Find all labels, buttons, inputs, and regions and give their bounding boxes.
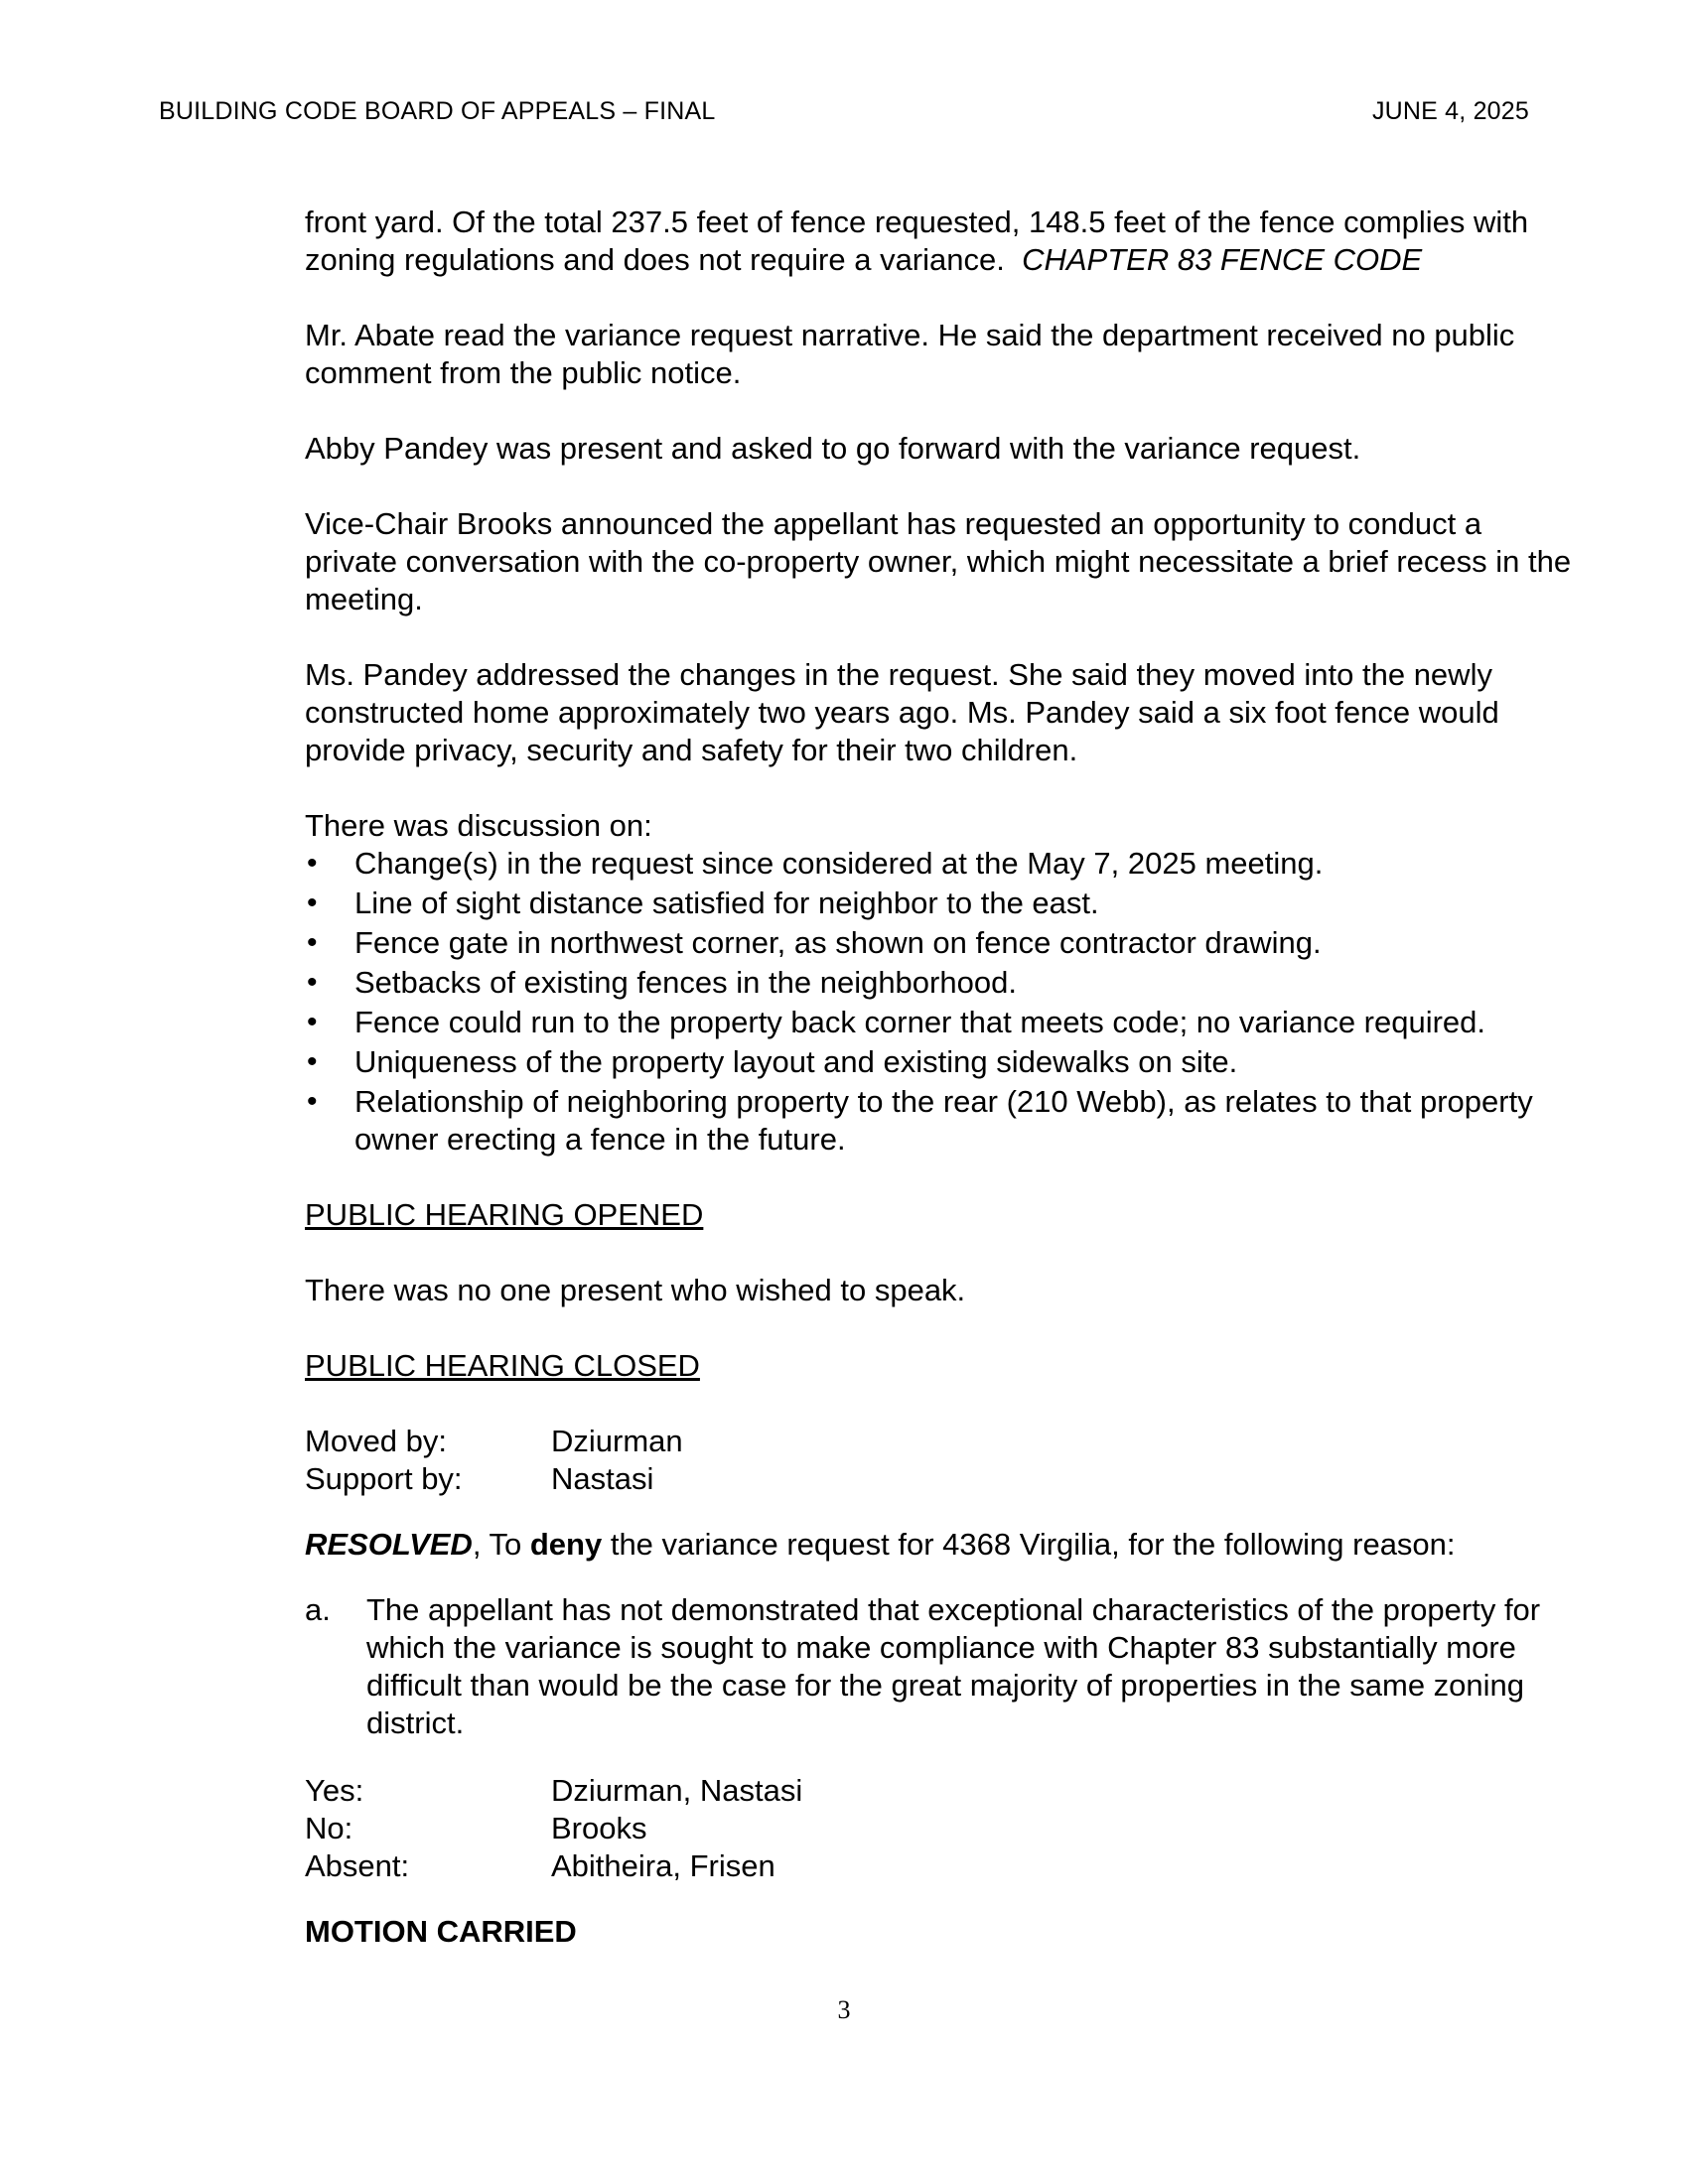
- page-number: 3: [837, 1995, 851, 2024]
- vote-no-label: No:: [305, 1811, 353, 1845]
- discussion-list: [305, 845, 1576, 1159]
- no-speakers-note: There was no one present who wished to speak.: [305, 1273, 966, 1307]
- fence-summary-text: front yard. Of the total 237.5 feet of fence requested, 148.5 feet of the fence complies with zoning regulations and does not require a variance.: [305, 205, 1529, 277]
- resolved-pre: , To: [472, 1527, 530, 1562]
- vote-absent-row: [305, 1847, 1576, 1885]
- document-body: [305, 204, 1576, 1988]
- support-by-row: [305, 1460, 1576, 1498]
- paragraph-appellant-present: Abby Pandey was present and asked to go forward with the variance request.: [305, 431, 1361, 466]
- resolution: [305, 1526, 1576, 1564]
- public-hearing-closed: PUBLIC HEARING CLOSED: [305, 1348, 700, 1383]
- vote-yes-row: [305, 1772, 1576, 1810]
- vote-yes-label: Yes:: [305, 1773, 364, 1808]
- resolved-action: deny: [529, 1527, 603, 1562]
- header-title: BUILDING CODE BOARD OF APPEALS – FINAL: [159, 97, 716, 125]
- reason-marker: a.: [305, 1592, 331, 1627]
- discussion-item: • Setbacks of existing fences in the neighborhood.: [305, 964, 1576, 1002]
- vote-no-value: Brooks: [551, 1811, 647, 1845]
- vote-block: [305, 1772, 1576, 1885]
- paragraph-pandey-statement: Ms. Pandey addressed the changes in the request. She said they moved into the newly constructed home approximately two years ago. Ms. Pandey said a six foot fence would provide privacy, security and safety for their two children.: [305, 657, 1499, 767]
- support-by-label: Support by:: [305, 1461, 463, 1496]
- paragraph-narrative: Mr. Abate read the variance request narrative. He said the department received no public comment from the public notice.: [305, 318, 1515, 390]
- moved-by-value: Dziurman: [551, 1424, 683, 1458]
- code-reference: CHAPTER 83 FENCE CODE: [1022, 242, 1423, 277]
- vote-absent-label: Absent:: [305, 1848, 410, 1883]
- resolved-post: the variance request for 4368 Virgilia, for the following reason:: [602, 1527, 1456, 1562]
- page-header: [159, 97, 1529, 137]
- discussion-item: • Change(s) in the request since considered at the May 7, 2025 meeting.: [305, 845, 1576, 883]
- vote-yes-value: Dziurman, Nastasi: [551, 1773, 803, 1808]
- motion-result: MOTION CARRIED: [305, 1914, 577, 1949]
- moved-by-row: [305, 1423, 1576, 1460]
- discussion-item: • Relationship of neighboring property to the rear (210 Webb), as relates to that property owner erecting a fence in the future.: [305, 1083, 1576, 1159]
- discussion-item: • Fence gate in northwest corner, as shown on fence contractor drawing.: [305, 924, 1576, 962]
- discussion-item: • Line of sight distance satisfied for neighbor to the east.: [305, 885, 1576, 922]
- motion-block: [305, 1423, 1576, 1498]
- reason-item: [305, 1591, 1576, 1742]
- discussion-item: • Fence could run to the property back corner that meets code; no variance required.: [305, 1004, 1576, 1041]
- support-by-value: Nastasi: [551, 1461, 654, 1496]
- vote-no-row: [305, 1810, 1576, 1847]
- paragraph-fence-summary: [305, 204, 1576, 279]
- public-hearing-opened: PUBLIC HEARING OPENED: [305, 1197, 704, 1232]
- discussion-intro: There was discussion on:: [305, 808, 652, 843]
- header-date: JUNE 4, 2025: [1371, 97, 1529, 125]
- resolved-word: RESOLVED: [305, 1527, 473, 1562]
- paragraph-recess-announcement: Vice-Chair Brooks announced the appellant has requested an opportunity to conduct a private conversation with the co-property owner, which might necessitate a brief recess in the meeting.: [305, 506, 1572, 616]
- discussion-item: • Uniqueness of the property layout and existing sidewalks on site.: [305, 1043, 1576, 1081]
- moved-by-label: Moved by:: [305, 1424, 448, 1458]
- reason-text: The appellant has not demonstrated that exceptional characteristics of the property for which the variance is sought to make compliance with Chapter 83 substantially more difficult than would be the case for the great majority of properties in the same zoning district.: [366, 1592, 1541, 1740]
- vote-absent-value: Abitheira, Frisen: [551, 1848, 775, 1883]
